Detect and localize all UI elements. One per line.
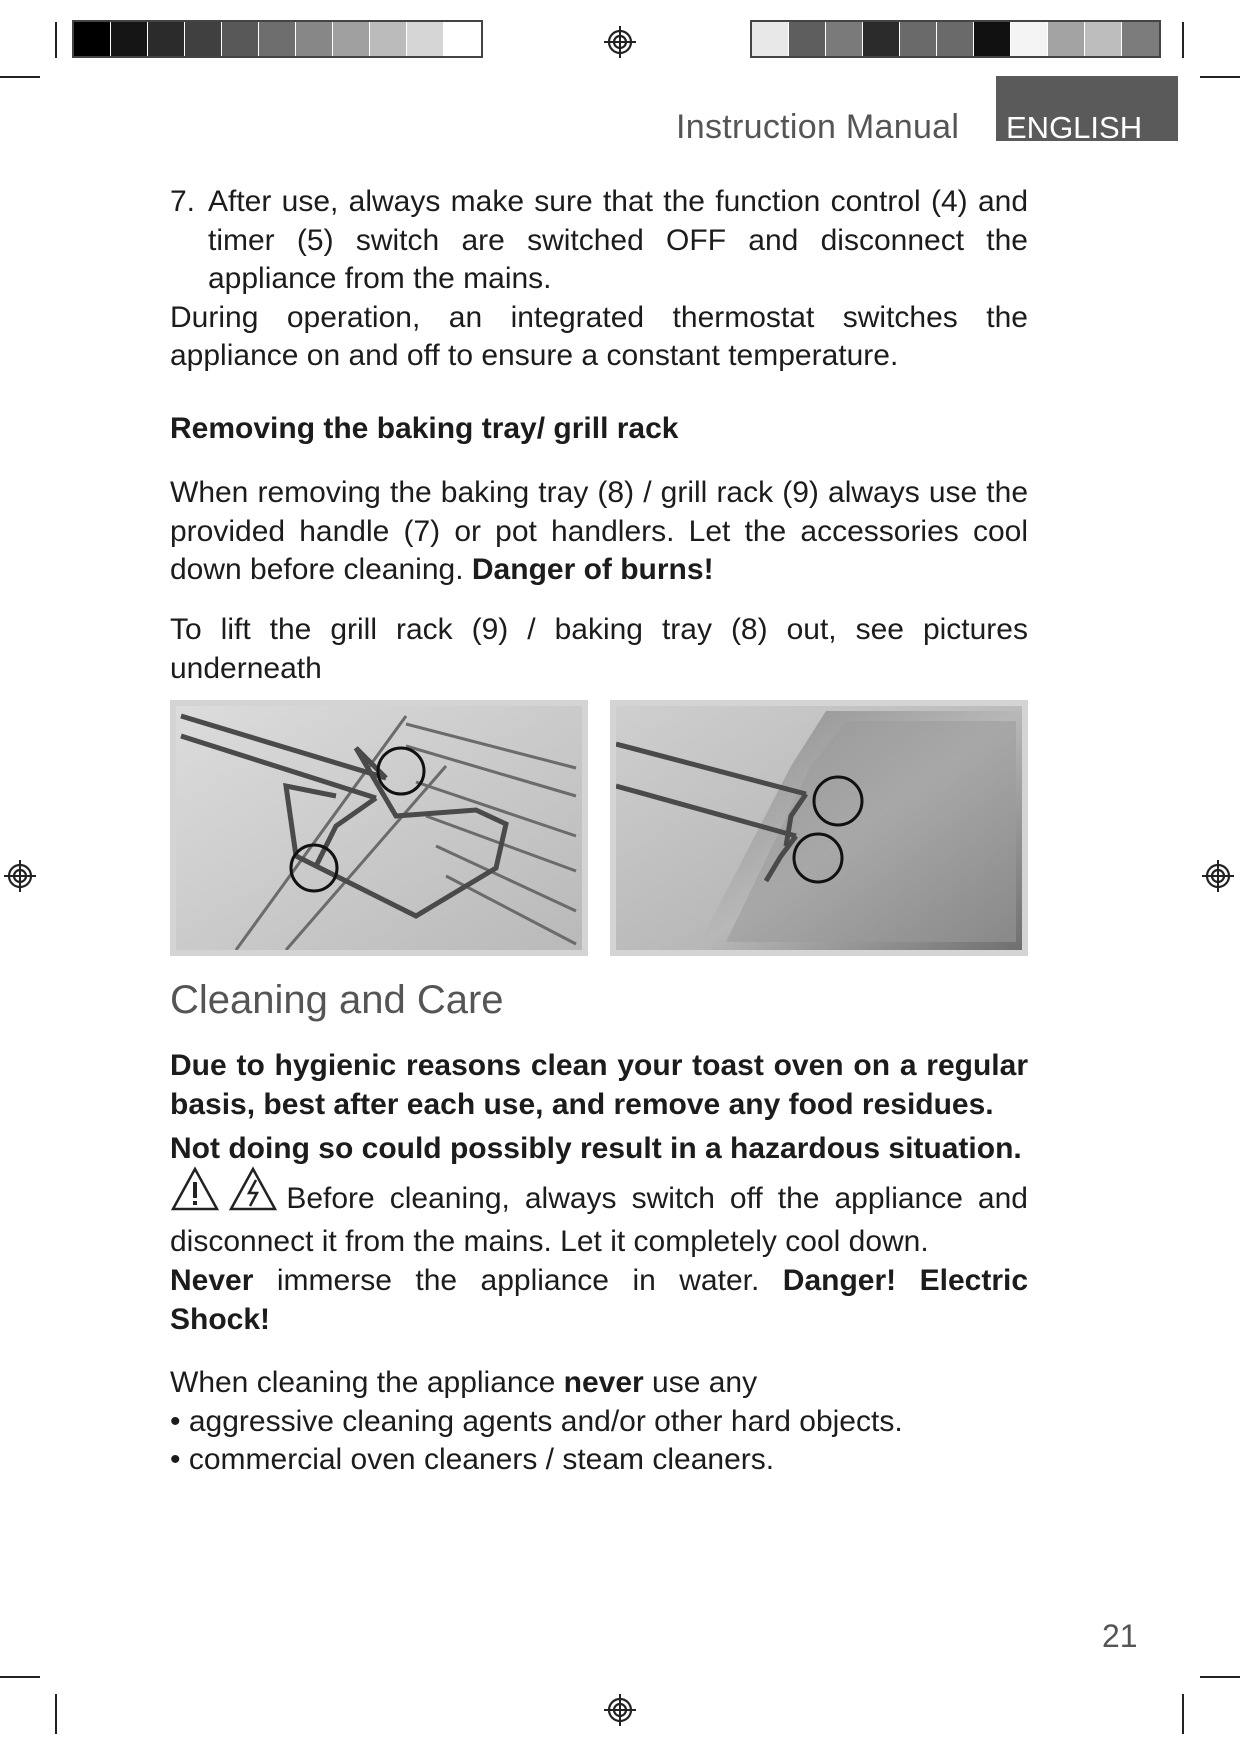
crop-mark (1182, 22, 1184, 58)
crop-mark (1182, 1694, 1184, 1734)
calibration-swatch (1048, 22, 1085, 56)
grill-rack-handle-photo-icon (176, 706, 582, 950)
calibration-swatch (826, 22, 863, 56)
list-item (170, 1441, 1028, 1480)
never-label: Never (170, 1264, 254, 1297)
registration-mark-icon (604, 1694, 636, 1726)
calibration-swatch (74, 22, 111, 56)
list-item (170, 1403, 1028, 1442)
color-calibration-bar-right (750, 20, 1161, 58)
registration-mark-icon (1202, 860, 1234, 892)
section-heading-cleaning: Cleaning and Care (170, 978, 504, 1022)
registration-mark-icon (604, 26, 636, 58)
page-number: 21 (1102, 1618, 1138, 1654)
header-title: Instruction Manual (676, 108, 960, 146)
hygiene-line-1: Due to hygienic reasons clean your toast oven on a regular basis, best after each use, and remove any food residues. (170, 1049, 1028, 1121)
calibration-swatch (222, 22, 259, 56)
bullet-text: aggressive cleaning agents and/or other hard objects. (188, 1404, 903, 1438)
step-text: After use, always make sure that the function control (4) and timer (5) switch are switched OFF and disconnect the appliance from the mains. (208, 185, 1028, 295)
calibration-swatch (259, 22, 296, 56)
warning-text: Before cleaning, always switch off the appliance and disconnect it from the mains. Let it completely cool down. (170, 1182, 1028, 1258)
calibration-swatch (185, 22, 222, 56)
calibration-swatch (1085, 22, 1122, 56)
calibration-swatch (752, 22, 789, 56)
crop-mark (1200, 76, 1240, 78)
grill-rack-photo (170, 700, 588, 956)
calibration-swatch (789, 22, 826, 56)
calibration-swatch (974, 22, 1011, 56)
warning-icons (170, 1166, 278, 1223)
calibration-swatch (333, 22, 370, 56)
hygiene-line-2: Not doing so could possibly result in a hazardous situation. (170, 1132, 1022, 1165)
removing-paragraph-2: To lift the grill rack (9) / baking tray (8) out, see pictures underneath (170, 613, 1028, 685)
calibration-swatch (900, 22, 937, 56)
crop-mark (1200, 1676, 1240, 1678)
calibration-swatch (370, 22, 407, 56)
operation-section (170, 183, 1028, 376)
calibration-swatch (148, 22, 185, 56)
calibration-swatch (1122, 22, 1159, 56)
language-label: ENGLISH (1006, 110, 1143, 145)
removing-text: When removing the baking tray (8) / grill rack (9) always use the provided handle (7) or pot handlers. Let the accessories cool down before cleaning. (170, 476, 1028, 586)
section-heading-removing: Removing the baking tray/ grill rack (170, 412, 679, 445)
thermostat-note: During operation, an integrated thermostat switches the appliance on and off to ensure a constant temperature. (170, 300, 1028, 372)
bullet-symbol: • (170, 1404, 181, 1438)
list-item (170, 183, 1028, 299)
crop-mark (0, 76, 40, 78)
baking-tray-photo (610, 700, 1028, 956)
cleaning-intro (170, 1364, 1028, 1403)
warning-triangle-icon (170, 1166, 220, 1212)
bullet-symbol: • (170, 1443, 181, 1476)
crop-mark (0, 1676, 40, 1678)
hygiene-notice (170, 1047, 1028, 1169)
crop-mark (55, 1694, 57, 1734)
calibration-swatch (444, 22, 481, 56)
crop-mark (55, 22, 57, 58)
intro-text-end: use any (652, 1366, 758, 1399)
never-immerse-paragraph (170, 1262, 1028, 1339)
baking-tray-handle-photo-icon (616, 706, 1022, 950)
calibration-swatch (1011, 22, 1048, 56)
calibration-swatch (407, 22, 444, 56)
warning-paragraph (170, 1166, 1028, 1261)
electric-shock-icon (228, 1166, 278, 1212)
calibration-swatch (296, 22, 333, 56)
calibration-swatch (111, 22, 148, 56)
cleaning-agents-list (170, 1364, 1028, 1480)
bullet-text: commercial oven cleaners / steam cleaners. (188, 1443, 775, 1476)
calibration-swatch (863, 22, 900, 56)
burn-warning: Danger of burns! (471, 553, 714, 586)
intro-text: When cleaning the appliance (170, 1366, 556, 1399)
intro-never: never (563, 1366, 644, 1399)
color-calibration-bar-left (72, 20, 483, 58)
removing-paragraph-1 (170, 474, 1028, 590)
calibration-swatch (937, 22, 974, 56)
step-number: 7. (170, 185, 196, 218)
never-text: immerse the appliance in water. (276, 1264, 760, 1297)
registration-mark-icon (4, 860, 36, 892)
shock-warning: Danger! Electric Shock! (170, 1264, 1029, 1336)
